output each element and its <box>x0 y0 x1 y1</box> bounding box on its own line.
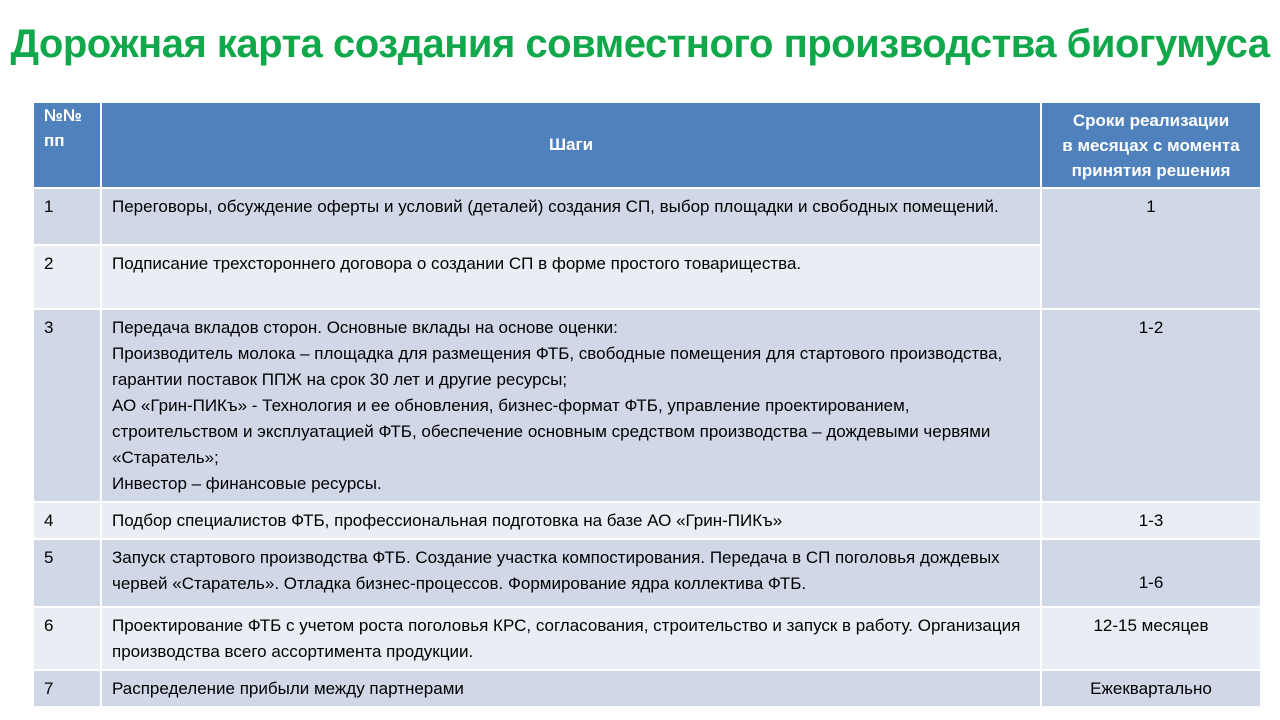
column-header-steps: Шаги <box>101 102 1041 188</box>
row-term: 1-6 <box>1041 539 1261 607</box>
row-step: Распределение прибыли между партнерами <box>101 670 1041 707</box>
row-number: 7 <box>33 670 101 707</box>
table-header-row <box>33 102 1261 188</box>
table-row <box>33 502 1261 539</box>
row-step: Переговоры, обсуждение оферты и условий (деталей) создания СП, выбор площадки и свободных помещений. <box>101 188 1041 245</box>
row-term: 1-2 <box>1041 309 1261 502</box>
row-number: 6 <box>33 607 101 670</box>
row-step: Передача вкладов сторон. Основные вклады на основе оценки: Производитель молока – площадка для размещения ФТБ, свободные помещения для стартового производства, гарантии поставок ППЖ на срок 30 лет и другие ресурсы; АО «Грин-ПИКъ» - Технология и ее обновления, бизнес-формат ФТБ, управление проектированием, строительством и эксплуатацией ФТБ, обеспечение основным средством производства – дождевыми червями «Старатель»; Инвестор – финансовые ресурсы. <box>101 309 1041 502</box>
row-term: 12-15 месяцев <box>1041 607 1261 670</box>
row-number: 2 <box>33 245 101 309</box>
column-header-number: №№ пп <box>33 102 101 188</box>
table-row <box>33 539 1261 607</box>
row-step: Подписание трехстороннего договора о создании СП в форме простого товарищества. <box>101 245 1041 309</box>
table-row <box>33 607 1261 670</box>
row-step: Проектирование ФТБ с учетом роста поголовья КРС, согласования, строительство и запуск в работу. Организация производства всего ассортимента продукции. <box>101 607 1041 670</box>
row-term: 1-3 <box>1041 502 1261 539</box>
row-step: Подбор специалистов ФТБ, профессиональная подготовка на базе АО «Грин-ПИКъ» <box>101 502 1041 539</box>
row-number: 4 <box>33 502 101 539</box>
table-row <box>33 188 1261 245</box>
page-title: Дорожная карта создания совместного производства биогумуса <box>10 22 1270 66</box>
row-number: 5 <box>33 539 101 607</box>
row-term: 1 <box>1041 188 1261 309</box>
roadmap-table <box>32 101 1262 708</box>
row-step: Запуск стартового производства ФТБ. Создание участка компостирования. Передача в СП поголовья дождевых червей «Старатель». Отладка бизнес-процессов. Формирование ядра коллектива ФТБ. <box>101 539 1041 607</box>
table-row <box>33 670 1261 707</box>
row-term: Ежеквартально <box>1041 670 1261 707</box>
column-header-terms: Сроки реализации в месяцах с момента принятия решения <box>1041 102 1261 188</box>
row-number: 3 <box>33 309 101 502</box>
row-number: 1 <box>33 188 101 245</box>
table-row <box>33 309 1261 502</box>
